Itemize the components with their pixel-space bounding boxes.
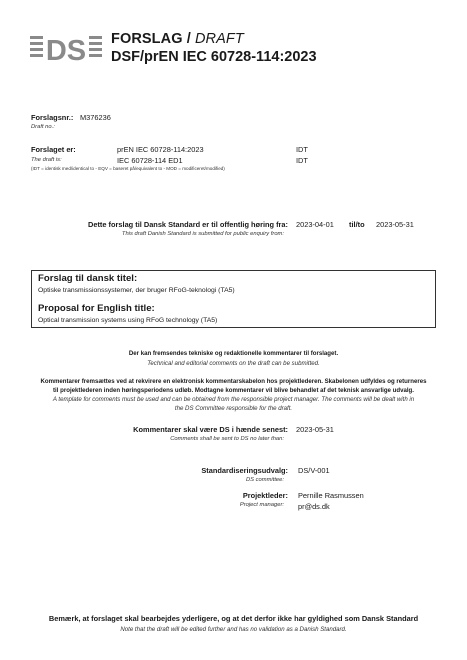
deadline-sub: Comments shall be sent to DS no later than: [170, 436, 284, 442]
ds-logo [30, 30, 102, 68]
comments-bold-3: til projektlederen inden høringsperiodens udløb. Modtagne kommentarer vil blive behandlet af det teknisk ansvarlige udvalg. [53, 387, 414, 394]
comments-ital-3: the DS Committee responsible for the draft. [174, 405, 293, 412]
manager-sub: Project manager: [239, 502, 284, 508]
enquiry-sub: This draft Danish Standard is submitted for public enquiry from: [121, 231, 284, 237]
comments-bold-1: Der kan fremsendes tekniske og redaktionelle kommentarer til forslaget. [128, 350, 339, 357]
comments-ital-2: A template for comments must be used and can be obtained from the responsible project manager. The comments will be dealt with in [52, 396, 415, 403]
enquiry-from: 2023-04-01 [296, 220, 334, 229]
draft-is-value-1: prEN IEC 60728-114:2023 [117, 145, 204, 154]
committee-value: DS/V-001 [298, 466, 330, 475]
draft-is-legend: (IDT = identisk med/identical to - EQV = baseret på/equivalent to - MOD = modificeret/modified) [31, 166, 225, 171]
manager-label: Projektleder: [242, 491, 288, 500]
deadline-value: 2023-05-31 [296, 425, 334, 434]
logo-text: DS [45, 35, 87, 67]
proposal-label: Forslagsnr.: [31, 113, 74, 122]
footer-note: Bemærk, at forslaget skal bearbejdes yderligere, og at det derfor ikke har gyldighed som Dansk Standard [48, 614, 419, 623]
enquiry-to-label: til/to [349, 220, 365, 229]
draft-is-label: Forslaget er: [31, 145, 76, 154]
danish-title-heading: Forslag til dansk titel: [38, 273, 138, 284]
english-title-text: Optical transmission systems using RFoG technology (TA5) [38, 317, 218, 324]
english-title-heading: Proposal for English title: [38, 303, 155, 314]
draft-is-sub: The draft is: [31, 157, 62, 163]
proposal-value: M376236 [80, 113, 111, 122]
manager-email: pr@ds.dk [298, 502, 330, 511]
forslag-word: FORSLAG / [111, 31, 195, 47]
proposal-sub: Draft no.: [31, 124, 55, 130]
draft-is-code-2: IDT [296, 156, 308, 165]
committee-sub: DS committee: [245, 477, 284, 483]
draft-word: DRAFT [194, 31, 244, 47]
doc-title-line2: DSF/prEN IEC 60728-114:2023 [111, 49, 317, 65]
draft-is-value-2: IEC 60728-114 ED1 [117, 156, 183, 165]
enquiry-label: Dette forslag til Dansk Standard er til offentlig høring fra: [88, 220, 288, 229]
footer-note-english: Note that the draft will be edited further and has no validation as a Danish Standard. [120, 626, 347, 633]
title-box [31, 270, 436, 328]
enquiry-to: 2023-05-31 [376, 220, 414, 229]
committee-label: Standardiseringsudvalg: [201, 466, 288, 475]
doc-title-line1 [111, 31, 244, 47]
comments-ital-1: Technical and editorial comments on the draft can be submitted. [147, 360, 320, 367]
danish-title-text: Optiske transmissionssystemer, der bruger RFoG-teknologi (TA5) [38, 287, 235, 294]
deadline-label: Kommentarer skal være DS i hænde senest: [133, 425, 288, 434]
comments-bold-2: Kommentarer fremsættes ved at rekvirere en elektronisk kommentarskabelon hos projektlederen. Skabelonen udfyldes og returneres [40, 378, 427, 385]
manager-name: Pernille Rasmussen [298, 491, 364, 500]
draft-is-code-1: IDT [296, 145, 308, 154]
